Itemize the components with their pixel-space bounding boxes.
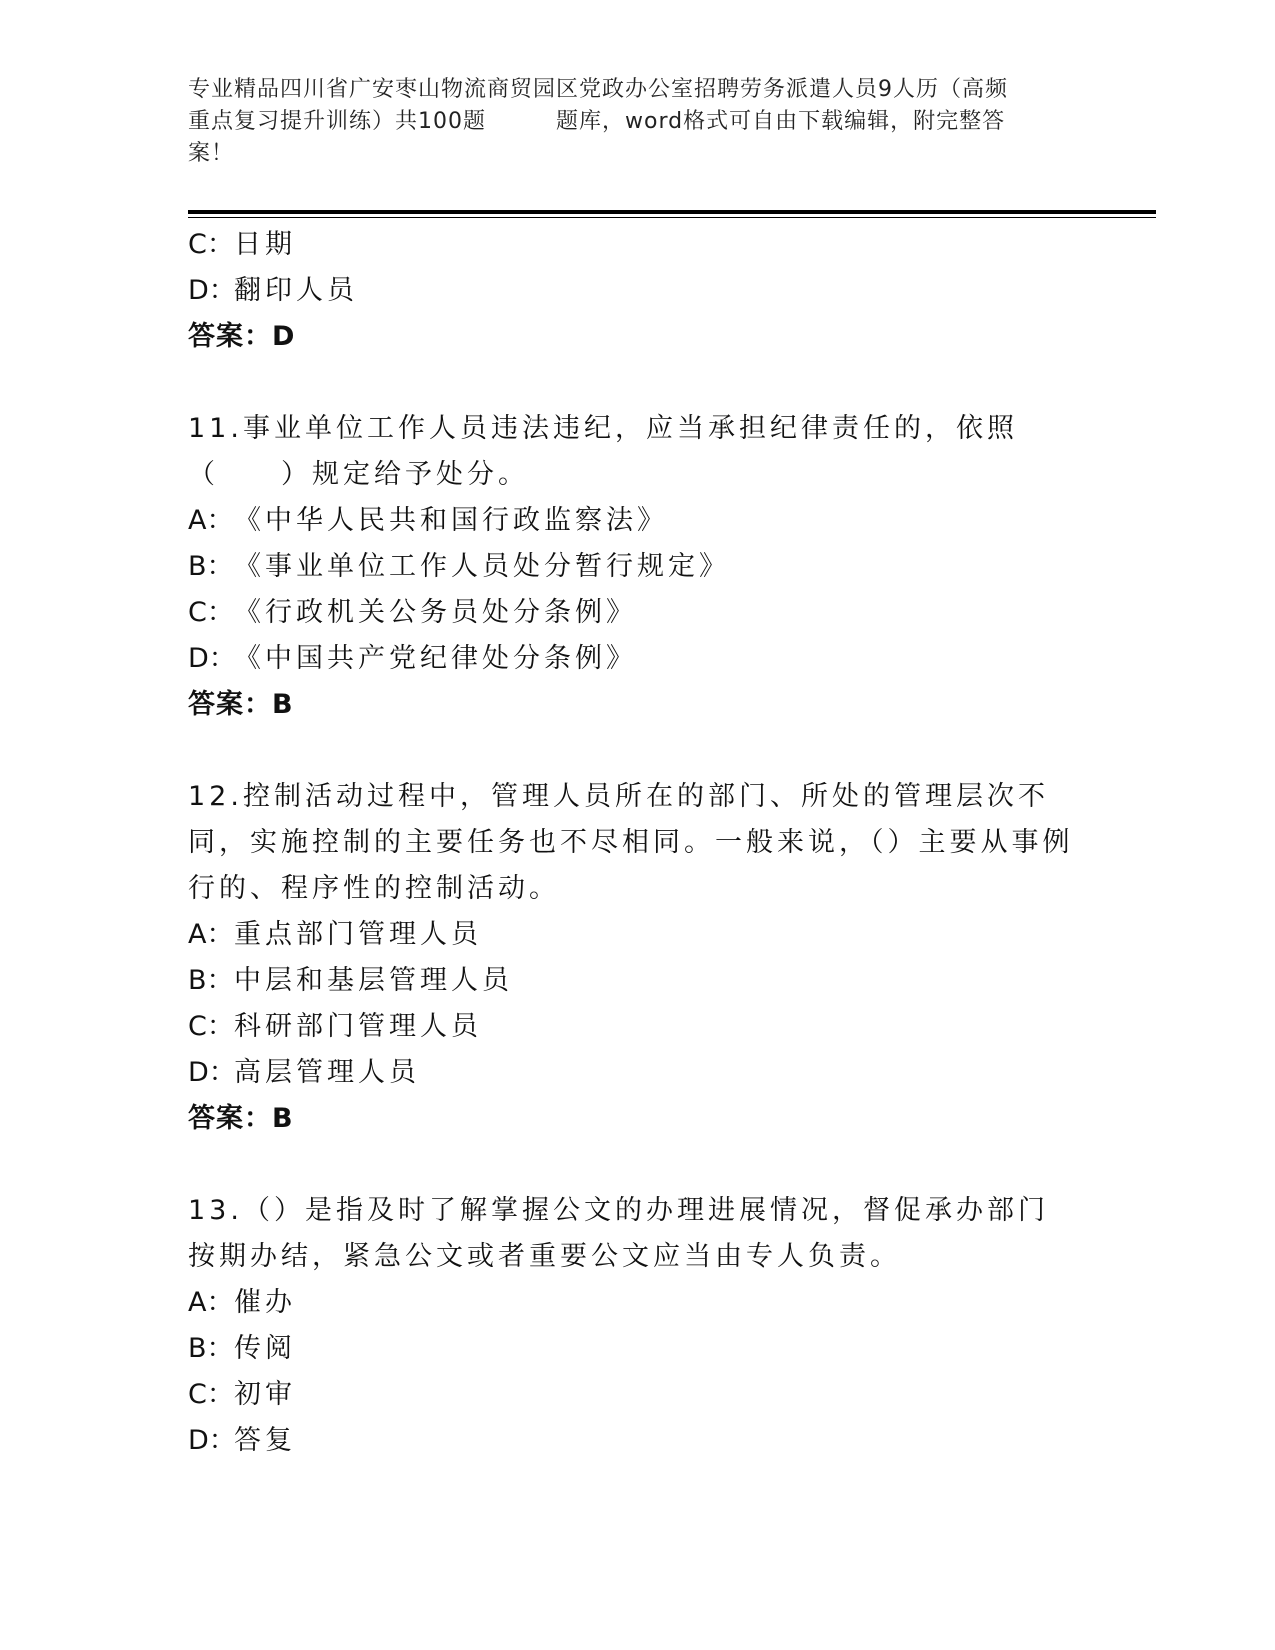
question-11 <box>188 406 1088 728</box>
option-key: B： <box>188 965 234 996</box>
option-a <box>188 912 1088 958</box>
option-text: 催办 <box>234 1287 296 1318</box>
header-line-2-part-a: 重点复习提升训练）共100题 <box>188 109 486 134</box>
option-d <box>188 268 1088 314</box>
answer-line: 答案：D <box>188 321 296 352</box>
option-d <box>188 1050 1088 1096</box>
header-divider-thick <box>188 210 1156 214</box>
header-line-2-part-b: 题库，word格式可自由下载编辑，附完整答 <box>556 109 1006 134</box>
header-line-3: 案！ <box>188 141 235 166</box>
option-a <box>188 498 1088 544</box>
option-b <box>188 1326 1088 1372</box>
option-key: D： <box>188 1057 236 1088</box>
option-key: A： <box>188 919 234 950</box>
option-key: C： <box>188 229 234 260</box>
option-key: D： <box>188 275 236 306</box>
header-line-1: 专业精品四川省广安枣山物流商贸园区党政办公室招聘劳务派遣人员9人历（高频 <box>188 77 1008 102</box>
option-c <box>188 1004 1088 1050</box>
document-header <box>188 74 1088 170</box>
option-key: A： <box>188 1287 234 1318</box>
option-text: 日期 <box>234 229 296 260</box>
option-key: D： <box>188 643 236 674</box>
option-text: 初审 <box>234 1379 296 1410</box>
question-stem: 11.事业单位工作人员违法违纪，应当承担纪律责任的，依照（ ）规定给予处分。 <box>188 413 1018 490</box>
option-text: 翻印人员 <box>234 275 358 306</box>
question-stem: 12.控制活动过程中，管理人员所在的部门、所处的管理层次不同，实施控制的主要任务也不尽相同。一般来说，（）主要从事例行的、程序性的控制活动。 <box>188 781 1074 904</box>
option-d <box>188 636 1088 682</box>
answer-line: 答案：B <box>188 689 294 720</box>
option-text: 重点部门管理人员 <box>234 919 482 950</box>
header-divider-thin <box>188 217 1156 218</box>
option-key: B： <box>188 1333 234 1364</box>
option-text: 答复 <box>234 1425 296 1456</box>
option-a <box>188 1280 1088 1326</box>
option-key: C： <box>188 1011 234 1042</box>
option-c <box>188 590 1088 636</box>
option-b <box>188 544 1088 590</box>
option-text: 中层和基层管理人员 <box>234 965 513 996</box>
header-line-2 <box>188 106 1088 138</box>
question-12 <box>188 774 1088 1142</box>
option-key: C： <box>188 597 234 628</box>
option-c <box>188 1372 1088 1418</box>
option-key: C： <box>188 1379 234 1410</box>
question-list <box>188 222 1088 1464</box>
option-text: 高层管理人员 <box>234 1057 420 1088</box>
option-text: 《行政机关公务员处分条例》 <box>234 597 637 628</box>
option-text: 《中华人民共和国行政监察法》 <box>234 505 668 536</box>
option-d <box>188 1418 1088 1464</box>
option-text: 传阅 <box>234 1333 296 1364</box>
option-c <box>188 222 1088 268</box>
option-key: D： <box>188 1425 236 1456</box>
option-text: 科研部门管理人员 <box>234 1011 482 1042</box>
option-text: 《中国共产党纪律处分条例》 <box>234 643 637 674</box>
question-stem: 13.（）是指及时了解掌握公文的办理进展情况，督促承办部门按期办结，紧急公文或者重要公文应当由专人负责。 <box>188 1195 1049 1272</box>
option-key: A： <box>188 505 234 536</box>
option-b <box>188 958 1088 1004</box>
question-10-continued <box>188 222 1088 360</box>
question-13 <box>188 1188 1088 1464</box>
answer-line: 答案：B <box>188 1103 294 1134</box>
option-text: 《事业单位工作人员处分暂行规定》 <box>234 551 730 582</box>
option-key: B： <box>188 551 234 582</box>
